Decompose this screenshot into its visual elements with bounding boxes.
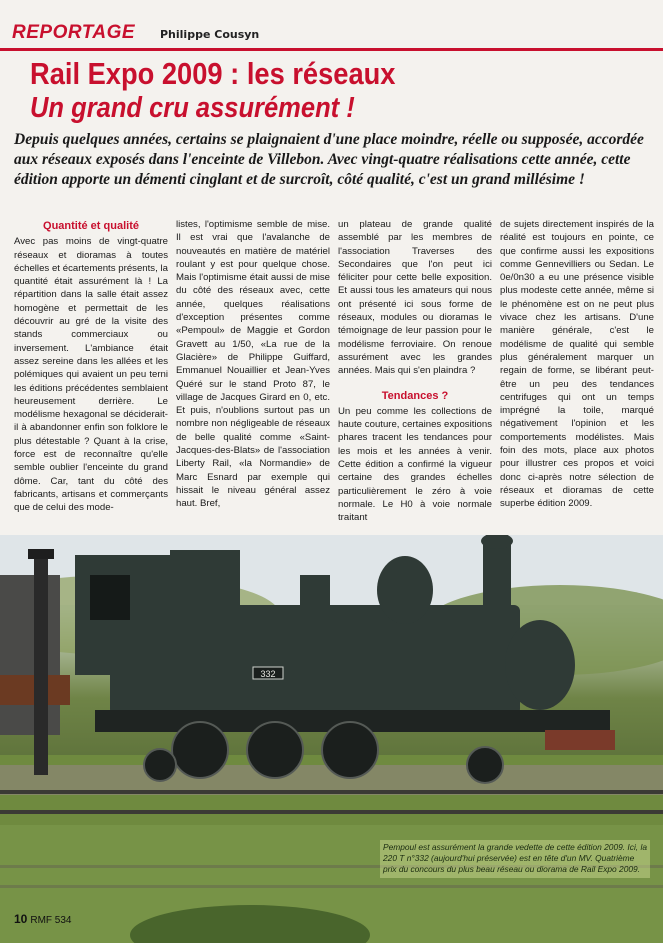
- column-3-text: un plateau de grande qualité assemblé par les membres de l'association Traverses des Secondaires que l'on peut ici féliciter pour cette belle exposition. Et aussi tous les amateurs qui nous ont présenté ici sous forme de réseaux, modules ou dioramas le témoignage de leur passion pour le modélisme ferroviaire. On renoue assurément avec les grandes années. Mais qui s'en plaindra ?: [338, 219, 492, 377]
- column-3-text-2: Un peu comme les collections de haute couture, certaines expositions phares tracent les tendances pour les mois et les années à venir. Cette édition a confirmé la vigueur certaine des grandes échelles particulièrement le zéro à voie normale. Le H0 à voie normale traitant: [338, 405, 492, 524]
- column-4: [500, 218, 654, 538]
- column-1: [14, 218, 168, 538]
- column-2: [176, 218, 330, 538]
- page-folio: [14, 912, 71, 926]
- header-rule: [0, 48, 663, 51]
- article-subtitle: Un grand cru assurément !: [30, 92, 355, 124]
- article-columns: [14, 218, 654, 538]
- column-3: [338, 218, 492, 538]
- photo-caption: Pempoul est assurément la grande vedette de cette édition 2009. Ici, la 220 T n°332 (aujourd'hui préservée) est en tête d'un MV. Quatrième prix du concours du plus beau réseau ou diorama de Rail Expo 2009.: [380, 840, 650, 878]
- column-4-text: de sujets directement inspirés de la réalité est toujours en pointe, ce que confirme aussi les expositions comme Gennevilliers ou Sedan. Le 0e/0n30 a eu une présence visible plus modeste cette année, même si le phénomène est on ne peut plus vivace chez les artisans. D'une manière générale, c'est le modélisme de qualité qui semble plus généralement marquer un regain de forme, se libérant peut-être un peu des tendances centrifuges qui ont un temps imprégné la toile, marqué négativement l'opinion et les comportements modélistes. Mais foin des mots, place aux photos pour illustrer ces propos et voici donc ci-après notre sélection de réseaux et dioramas de cette superbe édition 2009.: [500, 219, 654, 510]
- author-name: Philippe Cousyn: [160, 28, 260, 41]
- section-heading-tendances: Tendances ?: [381, 389, 449, 402]
- page-number: 10: [14, 912, 28, 926]
- section-rubric: REPORTAGE: [12, 22, 136, 43]
- magazine-issue: RMF 534: [30, 915, 72, 926]
- column-2-text: listes, l'optimisme semble de mise. Il est vrai que l'avalanche de nouveautés en matière de matériel roulant y est pour quelque chose. Mais l'optimisme était aussi de mise du côté des réseaux avec, cette année, quelques réalisations d'exception présentes comme «Pempoul» de Maggie et Gordon Gravett au 1/50, «La rue de la Glacière» de Philippe Guiffard, Emmanuel Nouaillier et Jean-Yves Quéré sur le stand Proto 87, le village de Jacques Girard en 0, etc. Et puis, n'oublions surtout pas un nombre non négligeable de réseaux de belle qualité comme «Saint-Jacques-des-Blats» de l'association Liberty Rail, «la Normandie» de Marc Esnard par exemple qui hissait le niveau général assez haut. Bref,: [176, 219, 330, 510]
- column-1-text: Avec pas moins de vingt-quatre réseaux et dioramas à toutes échelles et écartements présents, la quantité était assurément là ! La répartition dans la salle était assez homogène et permettait de les découvrir au gré de la visite des stands commerciaux ou inversement. L'ambiance était assez sereine dans les allées et les polémiques qui avaient un peu terni les éditions précédentes semblaient heureusement derrière. Le modélisme hexagonal se déciderait-il à abandonner enfin son folklore le plus détestable ? Quant à la crise, force est de reconnaître qu'elle semble oublier l'enceinte du grand dôme. Car, tant du côté des fabricants, artisans et commerçants que de celui des mode-: [14, 236, 168, 514]
- article-lead: Depuis quelques années, certains se plaignaient d'une place moindre, réelle ou supposée, accordée aux réseaux exposés dans l'enceinte de Villebon. Avec vingt-quatre réalisations cette année, cette édition apporte un démenti cinglant et de surcroît, côté qualité, c'est un grand millésime !: [14, 131, 644, 188]
- locomotive-photo: [0, 535, 663, 943]
- locomotive-illustration: [0, 535, 663, 943]
- article-title: Rail Expo 2009 : les réseaux: [30, 56, 396, 91]
- number-plate: 332: [260, 669, 276, 679]
- section-heading-quantite: Quantité et qualité: [43, 220, 139, 232]
